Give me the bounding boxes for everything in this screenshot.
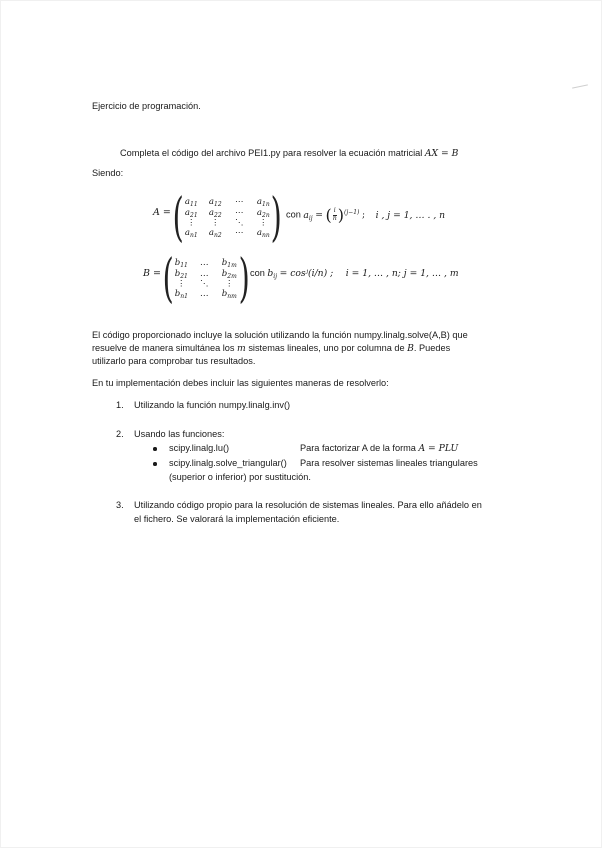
matrix-entry: … — [200, 289, 209, 300]
matrix-b-grid — [172, 258, 240, 300]
sub-item-2-desc: Para resolver sistemas lineales triangulares — [300, 458, 478, 468]
para1-line1: El código proporcionado incluye la solución utilizando la función numpy.linalg.solve(A,B) que — [92, 330, 468, 340]
sub-item-2-desc2: (superior o inferior) por sustitución. — [169, 472, 311, 482]
item-3-number: 3. — [116, 500, 124, 510]
matrix-entry: … — [200, 258, 209, 269]
para1-line3: utilizarlo para comprobar tus resultados. — [92, 356, 256, 366]
m-symbol: m — [237, 343, 246, 354]
frac-num: i — [333, 207, 336, 214]
para2: En tu implementación debes incluir las siguientes maneras de resolverlo: — [92, 378, 389, 388]
intro-line — [120, 148, 458, 159]
bullet-1 — [153, 447, 157, 451]
exercise-heading: Ejercicio de programación. — [92, 101, 201, 111]
matrix-entry: ⋮ — [177, 279, 186, 289]
matrix-entry: $b_{n1}$ — [174, 289, 188, 301]
frac-paren-open: ( — [325, 205, 332, 224]
matrix-entry: $b_{nm}$ — [221, 289, 237, 301]
con-a: con — [286, 209, 301, 220]
matrix-entry: … — [200, 268, 209, 279]
item-3-line1: Utilizando código propio para la resolución de sistemas lineales. Para ello añádelo en — [134, 500, 482, 510]
bullet-2 — [153, 462, 157, 466]
sub-item-1-func: scipy.linalg.lu() — [169, 443, 230, 453]
item-1-text: Utilizando la función numpy.linalg.inv() — [134, 400, 291, 410]
matrix-entry: $b_{2m}$ — [221, 268, 237, 280]
a-sep: ; — [361, 209, 366, 221]
left-paren: ( — [162, 249, 174, 309]
matrix-a-name: A = — [153, 207, 171, 218]
plu-equation: A = PLU — [418, 443, 459, 454]
matrix-entry: $b_{11}$ — [174, 258, 188, 270]
matrix-a — [168, 188, 287, 248]
b-formula: = cosʲ(i/n) ; — [279, 268, 334, 279]
a-element: $a_{ij}$ — [303, 209, 313, 222]
item-2-number: 2. — [116, 429, 124, 439]
matrix-entry: $a_{11}$ — [184, 197, 198, 209]
matrix-entry: $a_{n1}$ — [184, 228, 198, 240]
right-paren: ) — [270, 188, 283, 248]
matrix-entry: $b_{1m}$ — [221, 258, 237, 270]
item-2-text: Usando las funciones: — [134, 429, 225, 439]
matrix-entry: $a_{22}$ — [208, 207, 222, 219]
a-equals: = — [315, 209, 323, 221]
a-exponent: (j−1) — [343, 208, 360, 216]
matrix-b-definition — [250, 268, 459, 279]
matrix-entry: ⋱ — [200, 279, 209, 289]
item-1-number: 1. — [116, 400, 124, 410]
matrix-entry: ⋮ — [187, 218, 196, 228]
matrix-entry: ⋯ — [235, 207, 244, 218]
matrix-entry: $a_{nn}$ — [256, 228, 270, 240]
b-range: i = 1, … , n; j = 1, … , m — [345, 268, 459, 279]
matrix-entry: $b_{21}$ — [174, 268, 188, 280]
matrix-a-grid — [182, 197, 272, 239]
matrix-entry: $a_{12}$ — [208, 197, 222, 209]
con-b: con — [250, 268, 265, 278]
matrix-entry: ⋯ — [235, 228, 244, 239]
b-element: $b_{ij}$ — [267, 268, 278, 280]
b-symbol: B — [407, 343, 414, 354]
matrix-b — [158, 249, 255, 309]
matrix-entry: $a_{2n}$ — [256, 207, 270, 219]
right-paren: ) — [238, 249, 251, 309]
para1-line2: resuelve de manera simultánea los m sistemas lineales, uno por columna de B. Puedes — [92, 343, 451, 354]
matrix-entry: ⋱ — [235, 218, 244, 228]
left-paren: ( — [172, 188, 184, 248]
matrix-entry: $a_{21}$ — [184, 207, 198, 219]
a-range: i , j = 1, … . , n — [375, 209, 446, 221]
sub-item-1-desc: Para factorizar A de la forma A = PLU — [300, 443, 459, 454]
matrix-entry: ⋯ — [235, 197, 244, 208]
matrix-b-name: B = — [143, 268, 161, 279]
matrix-entry: ⋮ — [225, 279, 234, 289]
matrix-entry: $a_{1n}$ — [256, 197, 270, 209]
matrix-entry: $a_{n2}$ — [208, 228, 222, 240]
matrix-entry: ⋮ — [259, 218, 268, 228]
sub-item-2-func: scipy.linalg.solve_triangular() — [169, 458, 287, 468]
siendo-label: Siendo: — [92, 168, 124, 178]
intro-equation: AX = B — [424, 148, 459, 159]
intro-text: Completa el código del archivo PEI1.py para resolver la ecuación matricial — [120, 148, 425, 158]
matrix-a-definition — [286, 205, 446, 224]
frac-paren-close: ) — [337, 205, 344, 224]
frac-den: n — [332, 214, 337, 222]
scan-mark — [572, 84, 588, 88]
item-3-line2: el fichero. Se valorará la implementación eficiente. — [134, 514, 340, 524]
a-fraction — [333, 208, 337, 222]
matrix-entry: ⋮ — [211, 218, 220, 228]
